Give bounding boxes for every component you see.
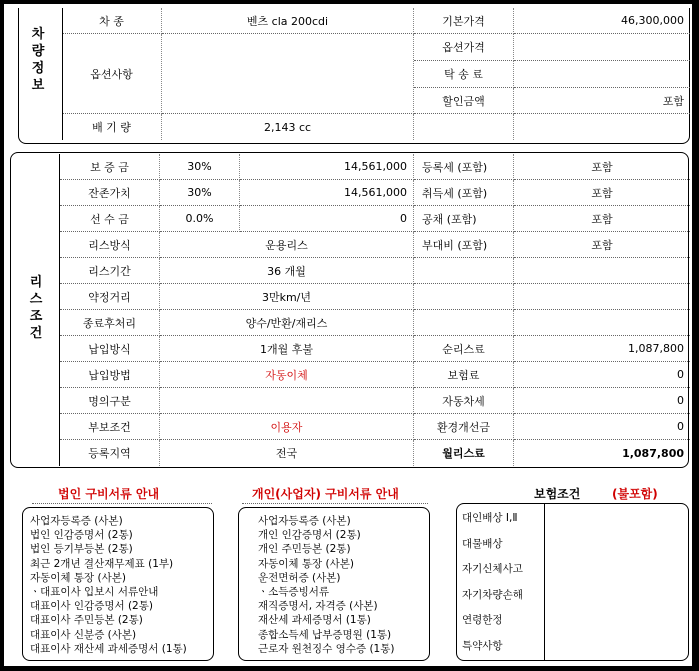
lease-row-right-label: 취득세 (포함) bbox=[414, 180, 514, 206]
individual-doc-item: 운전면허증 (사본) bbox=[258, 571, 341, 584]
lease-row-percent: 0.0% bbox=[160, 206, 240, 232]
lease-row-right-value: 0 bbox=[514, 388, 690, 414]
individual-doc-item: 개인 주민등본 (2통) bbox=[258, 543, 351, 556]
lease-row-value: 이용자 bbox=[160, 414, 414, 440]
lease-row-value: 양수/반환/재리스 bbox=[160, 310, 414, 336]
lease-row-right-value bbox=[514, 310, 690, 336]
lease-conditions-side-label: 리 스 조 건 bbox=[29, 275, 43, 341]
base-price-value: 46,300,000 bbox=[514, 8, 690, 34]
option-price-label: 옵션가격 bbox=[414, 34, 514, 61]
lease-row-right-value: 포함 bbox=[514, 232, 690, 258]
individual-doc-item: 개인 인감증명서 (2통) bbox=[258, 529, 361, 542]
lease-row-amount: 0 bbox=[240, 206, 414, 232]
insurance-item: 자기신체사고 bbox=[462, 563, 523, 575]
delivery-fee-value bbox=[514, 61, 690, 88]
lease-row-label: 리스기간 bbox=[60, 258, 160, 284]
options-label: 옵션사항 bbox=[62, 34, 162, 114]
corporate-doc-item: 사업자등록증 (사본) bbox=[30, 515, 123, 527]
car-model-label: 차 종 bbox=[62, 8, 162, 34]
lease-row-right-label: 보험료 bbox=[414, 362, 514, 388]
lease-row-label: 부보조건 bbox=[60, 414, 160, 440]
base-price-label: 기본가격 bbox=[414, 8, 514, 34]
lease-row-right-value: 포함 bbox=[514, 180, 690, 206]
lease-row-label: 납입방식 bbox=[60, 336, 160, 362]
corporate-doc-item: 법인 인감증명서 (2통) bbox=[30, 529, 133, 542]
corporate-title-underline bbox=[32, 503, 212, 504]
insurance-note: (불포함) bbox=[612, 487, 658, 501]
individual-title-underline bbox=[242, 503, 428, 504]
lease-row-right-value: 포함 bbox=[514, 154, 690, 180]
insurance-divider bbox=[544, 504, 545, 660]
lease-row-right-label: 순리스료 bbox=[414, 336, 514, 362]
displacement-value: 2,143 cc bbox=[162, 114, 414, 140]
lease-row-percent: 30% bbox=[160, 154, 240, 180]
lease-row-label: 종료후처리 bbox=[60, 310, 160, 336]
lease-row-label: 약정거리 bbox=[60, 284, 160, 310]
individual-doc-item: 근로자 원천징수 영수증 (1통) bbox=[258, 642, 395, 655]
individual-doc-item: ㆍ소득증빙서류 bbox=[258, 586, 330, 599]
vehicle-left-divider bbox=[62, 8, 63, 140]
lease-row-right-value bbox=[514, 284, 690, 310]
car-model-value: 벤츠 cla 200cdi bbox=[162, 8, 414, 34]
lease-row-right-value: 포함 bbox=[514, 206, 690, 232]
lease-row-label: 선 수 금 bbox=[60, 206, 160, 232]
insurance-item: 대물배상 bbox=[462, 537, 503, 550]
individual-docs-list bbox=[258, 514, 394, 656]
corporate-docs-title: 법인 구비서류 안내 bbox=[58, 487, 160, 501]
insurance-item: 자기차량손해 bbox=[462, 588, 523, 601]
lease-row-label: 보 증 금 bbox=[60, 154, 160, 180]
insurance-item: 연령한정 bbox=[462, 614, 503, 626]
lease-row-right-value: 0 bbox=[514, 362, 690, 388]
corporate-doc-item: 대표이사 신분증 (사본) bbox=[30, 628, 137, 641]
lease-row-value bbox=[160, 388, 414, 414]
lease-row-value: 36 개월 bbox=[160, 258, 414, 284]
individual-doc-item: 재직증명서, 자격증 (사본) bbox=[258, 600, 378, 613]
lease-row-label: 잔존가치 bbox=[60, 180, 160, 206]
lease-row-right-value: 1,087,800 bbox=[514, 336, 690, 362]
corporate-doc-item: 대표이사 재산세 과세증명서 (1통) bbox=[30, 642, 187, 655]
lease-row-value: 3만km/년 bbox=[160, 284, 414, 310]
option-price-value bbox=[514, 34, 690, 61]
lease-row-right-label bbox=[414, 258, 514, 284]
lease-quote-sheet bbox=[4, 4, 692, 666]
corporate-doc-item: 법인 등기부등본 (2통) bbox=[30, 543, 133, 556]
vehicle-blank-value bbox=[514, 114, 690, 140]
displacement-label: 배 기 량 bbox=[62, 114, 162, 140]
lease-row-right-label: 월리스료 bbox=[414, 440, 514, 466]
lease-row-amount: 14,561,000 bbox=[240, 154, 414, 180]
discount-value: 포함 bbox=[514, 88, 690, 114]
lease-row-right-label: 등록세 (포함) bbox=[414, 154, 514, 180]
lease-row-value: 자동이체 bbox=[160, 362, 414, 388]
individual-docs-title: 개인(사업자) 구비서류 안내 bbox=[252, 487, 399, 501]
lease-row-value: 전국 bbox=[160, 440, 414, 466]
lease-row-right-value bbox=[514, 258, 690, 284]
lease-row-right-label bbox=[414, 310, 514, 336]
corporate-doc-item: 자동이체 통장 (사본) bbox=[30, 571, 127, 584]
corporate-doc-item: 최근 2개년 결산재무제표 (1부) bbox=[30, 557, 174, 570]
lease-row-right-label: 부대비 (포함) bbox=[414, 232, 514, 258]
lease-row-right-label: 자동차세 bbox=[414, 388, 514, 414]
vehicle-blank-label bbox=[414, 114, 514, 140]
corporate-doc-item: ㆍ대표이사 입보시 서류안내 bbox=[30, 586, 159, 599]
lease-row-percent: 30% bbox=[160, 180, 240, 206]
lease-row-right-label: 공채 (포함) bbox=[414, 206, 514, 232]
individual-doc-item: 종합소득세 납부증명원 (1통) bbox=[258, 628, 392, 641]
lease-row-right-label: 환경개선금 bbox=[414, 414, 514, 440]
corporate-doc-item: 대표이사 주민등본 (2통) bbox=[30, 614, 143, 627]
lease-row-right-label bbox=[414, 284, 514, 310]
discount-label: 할인금액 bbox=[414, 88, 514, 114]
lease-row-value: 1개월 후불 bbox=[160, 336, 414, 362]
lease-row-right-value: 1,087,800 bbox=[622, 446, 684, 460]
individual-doc-item: 자동이체 통장 (사본) bbox=[258, 557, 355, 570]
individual-doc-item: 재산세 과세증명서 (1통) bbox=[258, 614, 371, 627]
lease-row-label: 등록지역 bbox=[60, 440, 160, 466]
lease-row-label: 리스방식 bbox=[60, 232, 160, 258]
corporate-docs-list bbox=[30, 514, 187, 656]
corporate-doc-item: 대표이사 인감증명서 (2통) bbox=[30, 600, 153, 613]
insurance-item: 특약사항 bbox=[462, 639, 503, 652]
lease-row-right-value: 0 bbox=[514, 414, 690, 440]
individual-doc-item: 사업자등록증 (사본) bbox=[258, 515, 351, 527]
insurance-item: 대인배상 Ⅰ,Ⅱ bbox=[462, 512, 518, 524]
insurance-title: 보험조건 bbox=[534, 487, 581, 501]
lease-row-value: 운용리스 bbox=[160, 232, 414, 258]
lease-row-label: 납입방법 bbox=[60, 362, 160, 388]
lease-row-label: 명의구분 bbox=[60, 388, 160, 414]
vehicle-info-side-label: 차 량 정 보 bbox=[31, 27, 45, 93]
lease-row-amount: 14,561,000 bbox=[240, 180, 414, 206]
delivery-fee-label: 탁 송 료 bbox=[414, 61, 514, 88]
options-value bbox=[162, 34, 414, 114]
